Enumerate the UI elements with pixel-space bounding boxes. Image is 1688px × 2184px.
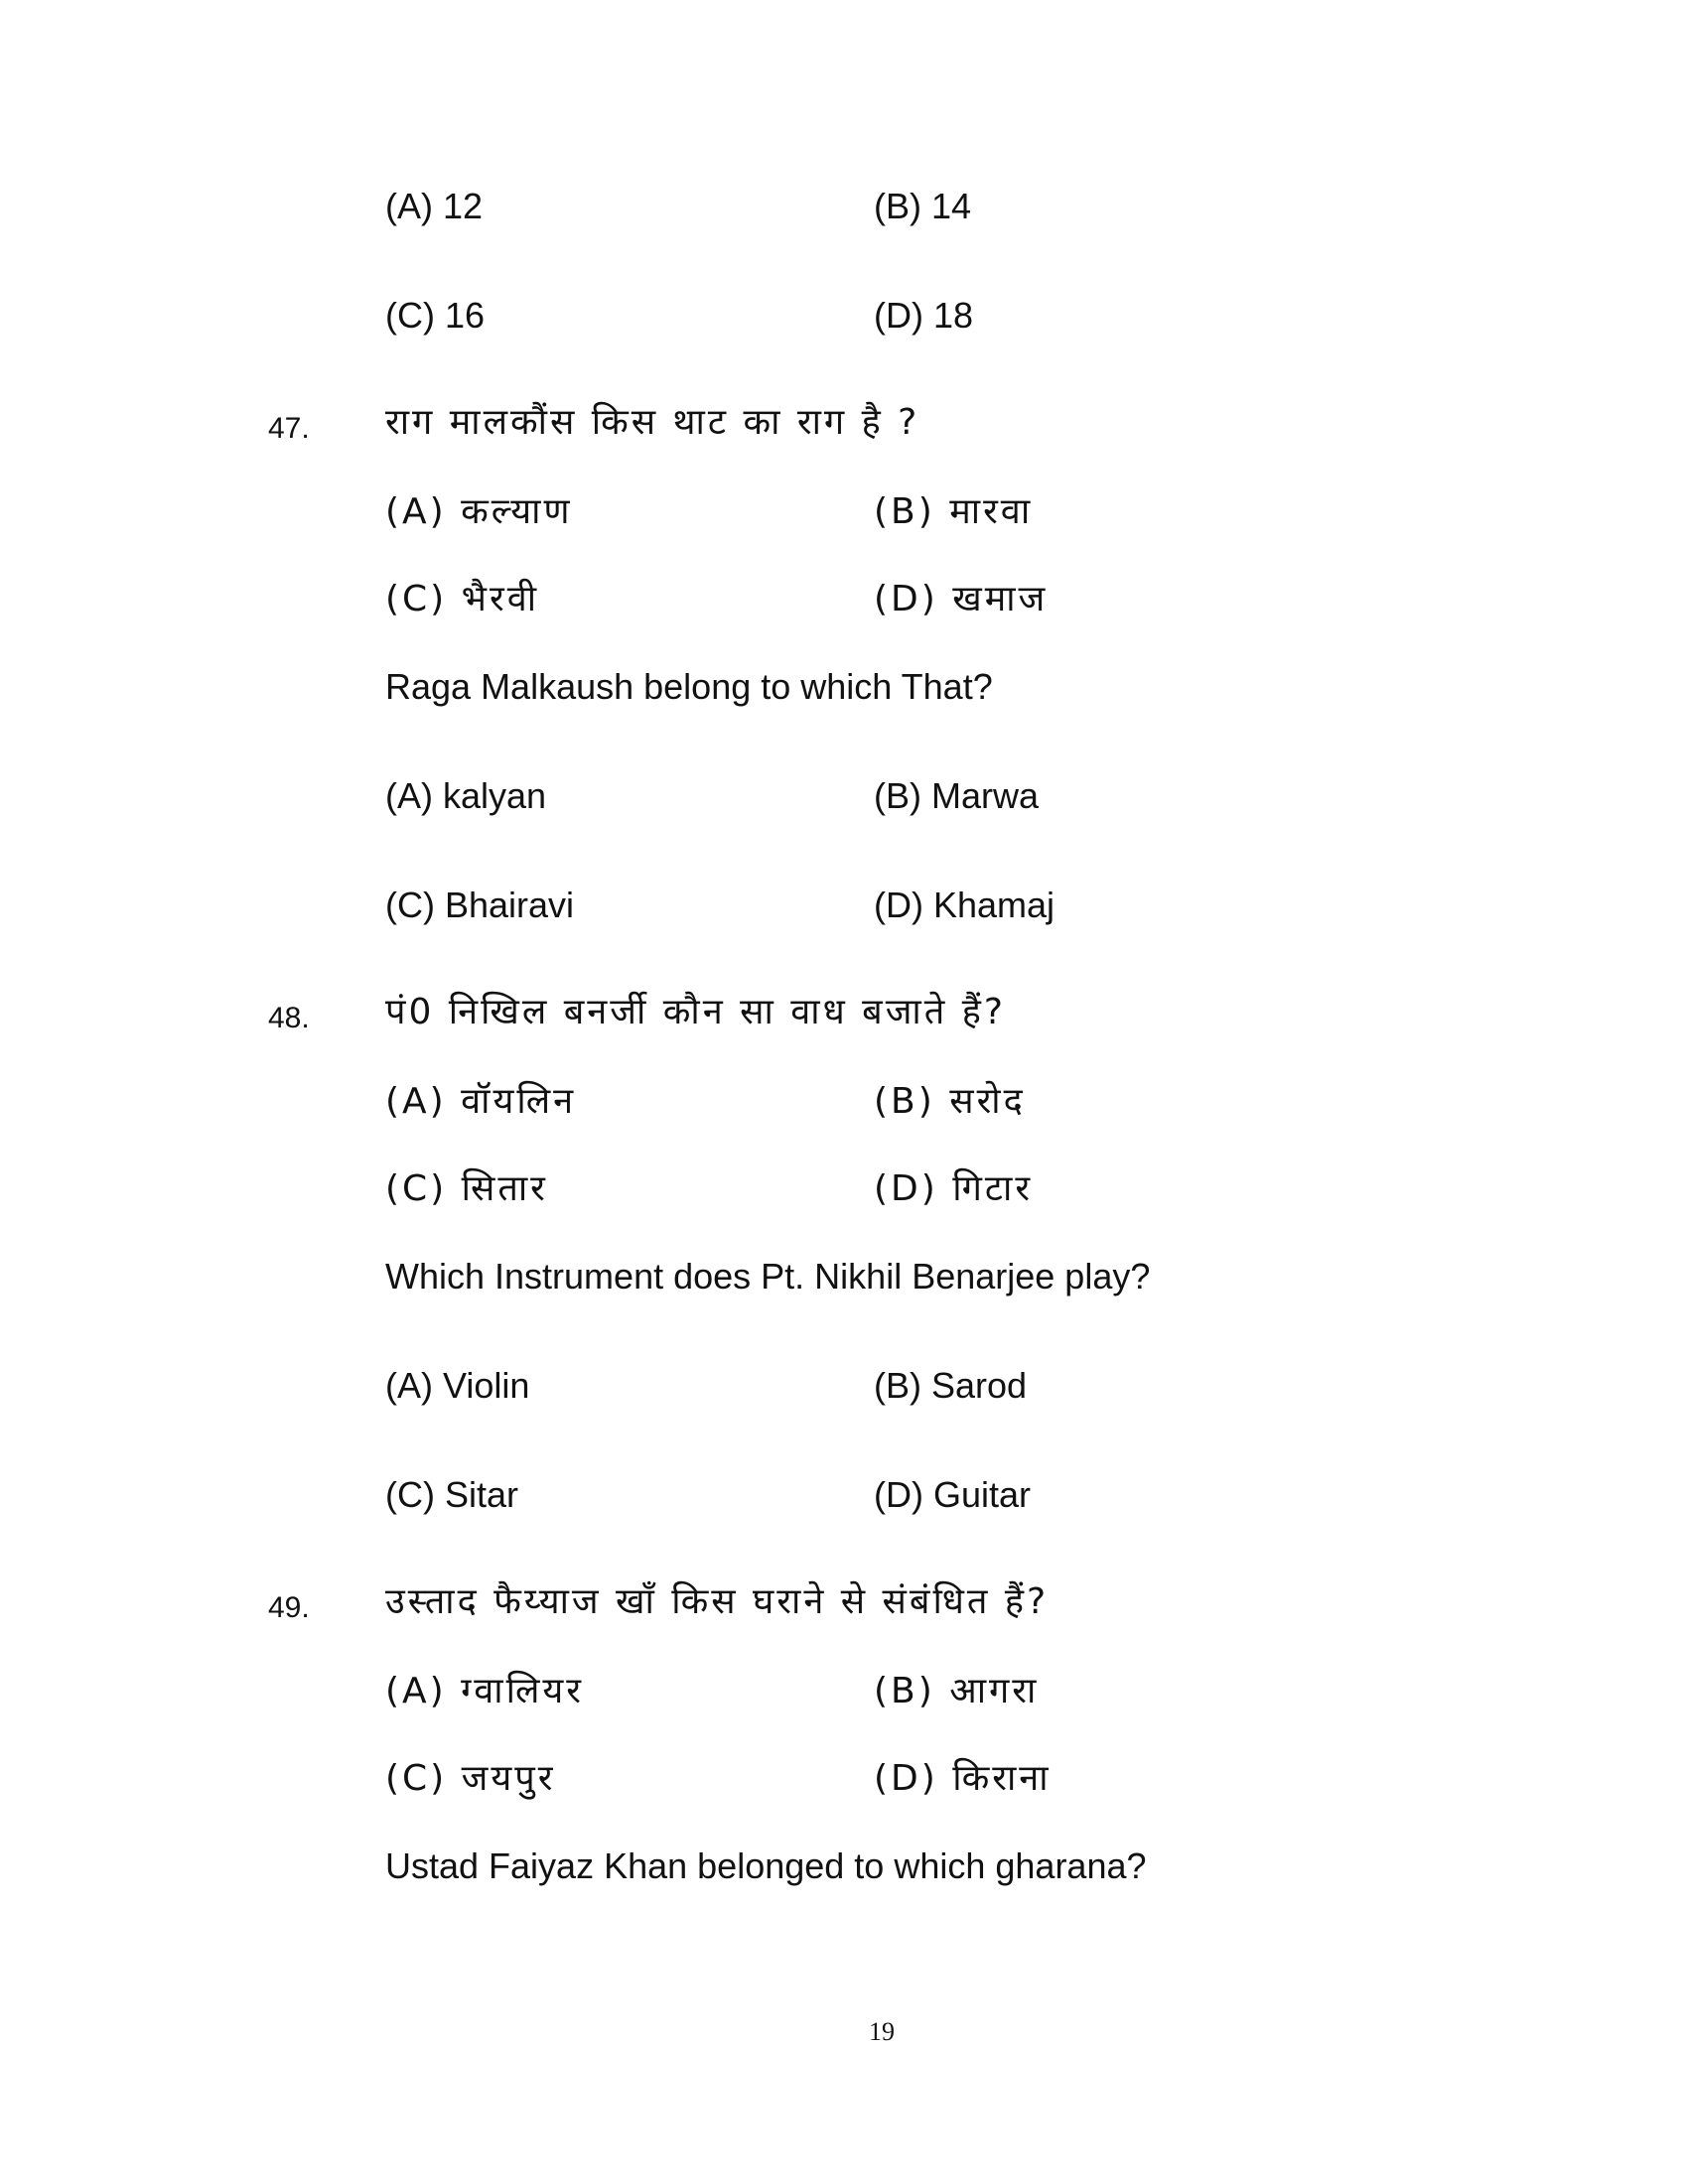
option-b: (B) मारवा [874,491,1034,532]
option-a: (A) कल्याण [385,491,573,532]
option-c: (C) 16 [385,295,486,336]
option-c: (C) Sitar [385,1474,518,1515]
option-d: (D) Khamaj [874,885,1055,925]
option-b: (B) Marwa [874,775,1040,816]
question-number: 48. [268,1002,310,1034]
question-number: 47. [268,412,310,445]
option-d: (D) 18 [874,295,974,336]
option-a: (A) ग्वालियर [385,1671,584,1711]
option-d: (D) खमाज [874,579,1049,619]
option-b: (B) आगरा [874,1671,1040,1711]
option-a: (A) Violin [385,1365,530,1406]
page-number: 19 [869,2017,895,2046]
option-c: (C) भैरवी [385,579,540,619]
question-text-hindi: पं0 निखिल बनर्जी कौन सा वाध बजाते हैं? [385,992,1006,1032]
option-b: (B) Sarod [874,1365,1028,1406]
option-c: (C) Bhairavi [385,885,575,925]
option-a: (A) 12 [385,186,484,226]
question-number: 49. [268,1591,310,1624]
option-d: (D) गिटार [874,1168,1034,1209]
option-b: (B) सरोद [874,1081,1026,1122]
option-c: (C) जयपुर [385,1758,556,1799]
question-text-english: Raga Malkaush belong to which That? [385,666,993,707]
option-b: (B) 14 [874,186,972,226]
option-a: (A) वॉयलिन [385,1081,577,1122]
question-text-hindi: उस्ताद फैय्याज खाँ किस घराने से संबंधित हैं? [385,1581,1050,1622]
question-text-english: Which Instrument does Pt. Nikhil Benarjee play? [385,1256,1151,1297]
question-text-hindi: राग मालकौंस किस थाट का राग है ? [385,402,920,443]
option-a: (A) kalyan [385,775,547,816]
question-text-english: Ustad Faiyaz Khan belonged to which gharana? [385,1845,1147,1886]
option-d: (D) Guitar [874,1474,1032,1515]
option-d: (D) किराना [874,1758,1052,1799]
option-c: (C) सितार [385,1168,548,1209]
